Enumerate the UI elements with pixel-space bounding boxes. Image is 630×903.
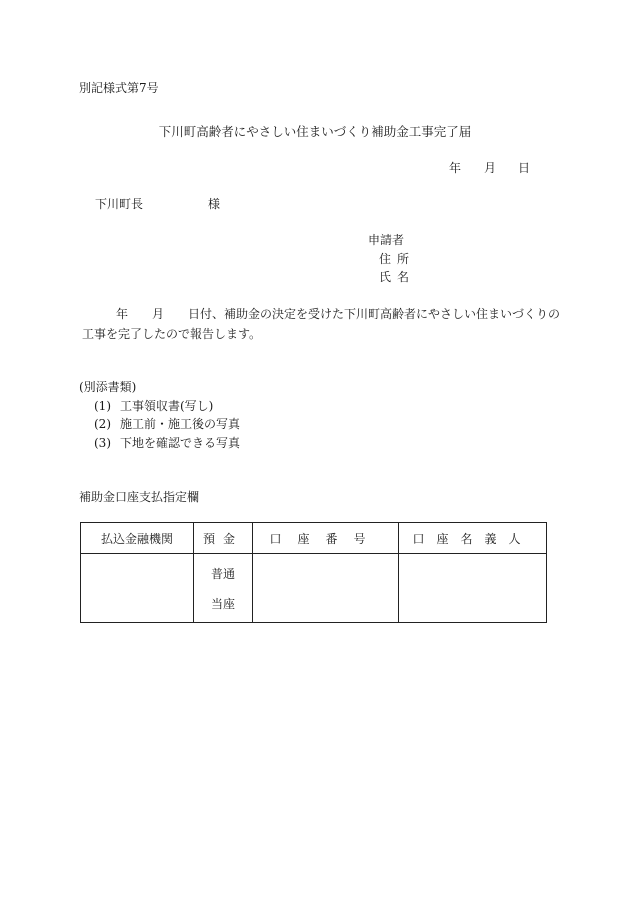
- bank-account-table: [80, 522, 547, 623]
- account-holder-cell[interactable]: [399, 554, 547, 623]
- deposit-type-ordinary: 普通: [210, 567, 235, 581]
- body-text-line1: 年 月 日付、補助金の決定を受けた下川町高齢者にやさしい住まいづくりの: [116, 307, 561, 321]
- address-label: 住所: [379, 252, 416, 266]
- deposit-type-cell[interactable]: [194, 554, 253, 623]
- attachments-heading: (別添書類): [79, 380, 137, 394]
- header-deposit-type: 預金: [194, 523, 253, 554]
- attachment-number: (1): [94, 399, 111, 413]
- header-financial-institution: 払込金融機関: [81, 523, 194, 554]
- attachment-text: 工事領収書(写し): [120, 399, 214, 413]
- attachment-number: (2): [94, 417, 111, 431]
- date-year: 年: [449, 161, 462, 175]
- attachment-text: 下地を確認できる写真: [120, 436, 241, 450]
- header-account-holder: 口座名義人: [399, 523, 547, 554]
- date-day: 日: [518, 161, 531, 175]
- attachment-number: (3): [94, 436, 111, 450]
- name-label: 氏名: [379, 270, 416, 284]
- body-text-line2: 工事を完了したので報告します。: [82, 327, 262, 341]
- deposit-type-current: 当座: [210, 597, 235, 611]
- financial-institution-cell[interactable]: [81, 554, 194, 623]
- table-header-row: [81, 523, 547, 554]
- document-title: 下川町高齢者にやさしい住まいづくり補助金工事完了届: [158, 124, 472, 139]
- date-month: 月: [484, 161, 497, 175]
- attachment-text: 施工前・施工後の写真: [120, 417, 241, 431]
- addressee-honorific: 様: [208, 197, 221, 211]
- account-number-cell[interactable]: [253, 554, 399, 623]
- attachment-item: [94, 437, 240, 449]
- attachment-item: [94, 418, 240, 430]
- bank-section-heading: 補助金口座支払指定欄: [79, 490, 200, 504]
- applicant-label: 申請者: [368, 233, 405, 247]
- addressee-name: 下川町長: [95, 197, 144, 211]
- form-number: 別記様式第7号: [79, 81, 159, 95]
- attachment-item: [94, 400, 213, 412]
- table-row: [81, 554, 547, 623]
- header-account-number: 口座番号: [253, 523, 399, 554]
